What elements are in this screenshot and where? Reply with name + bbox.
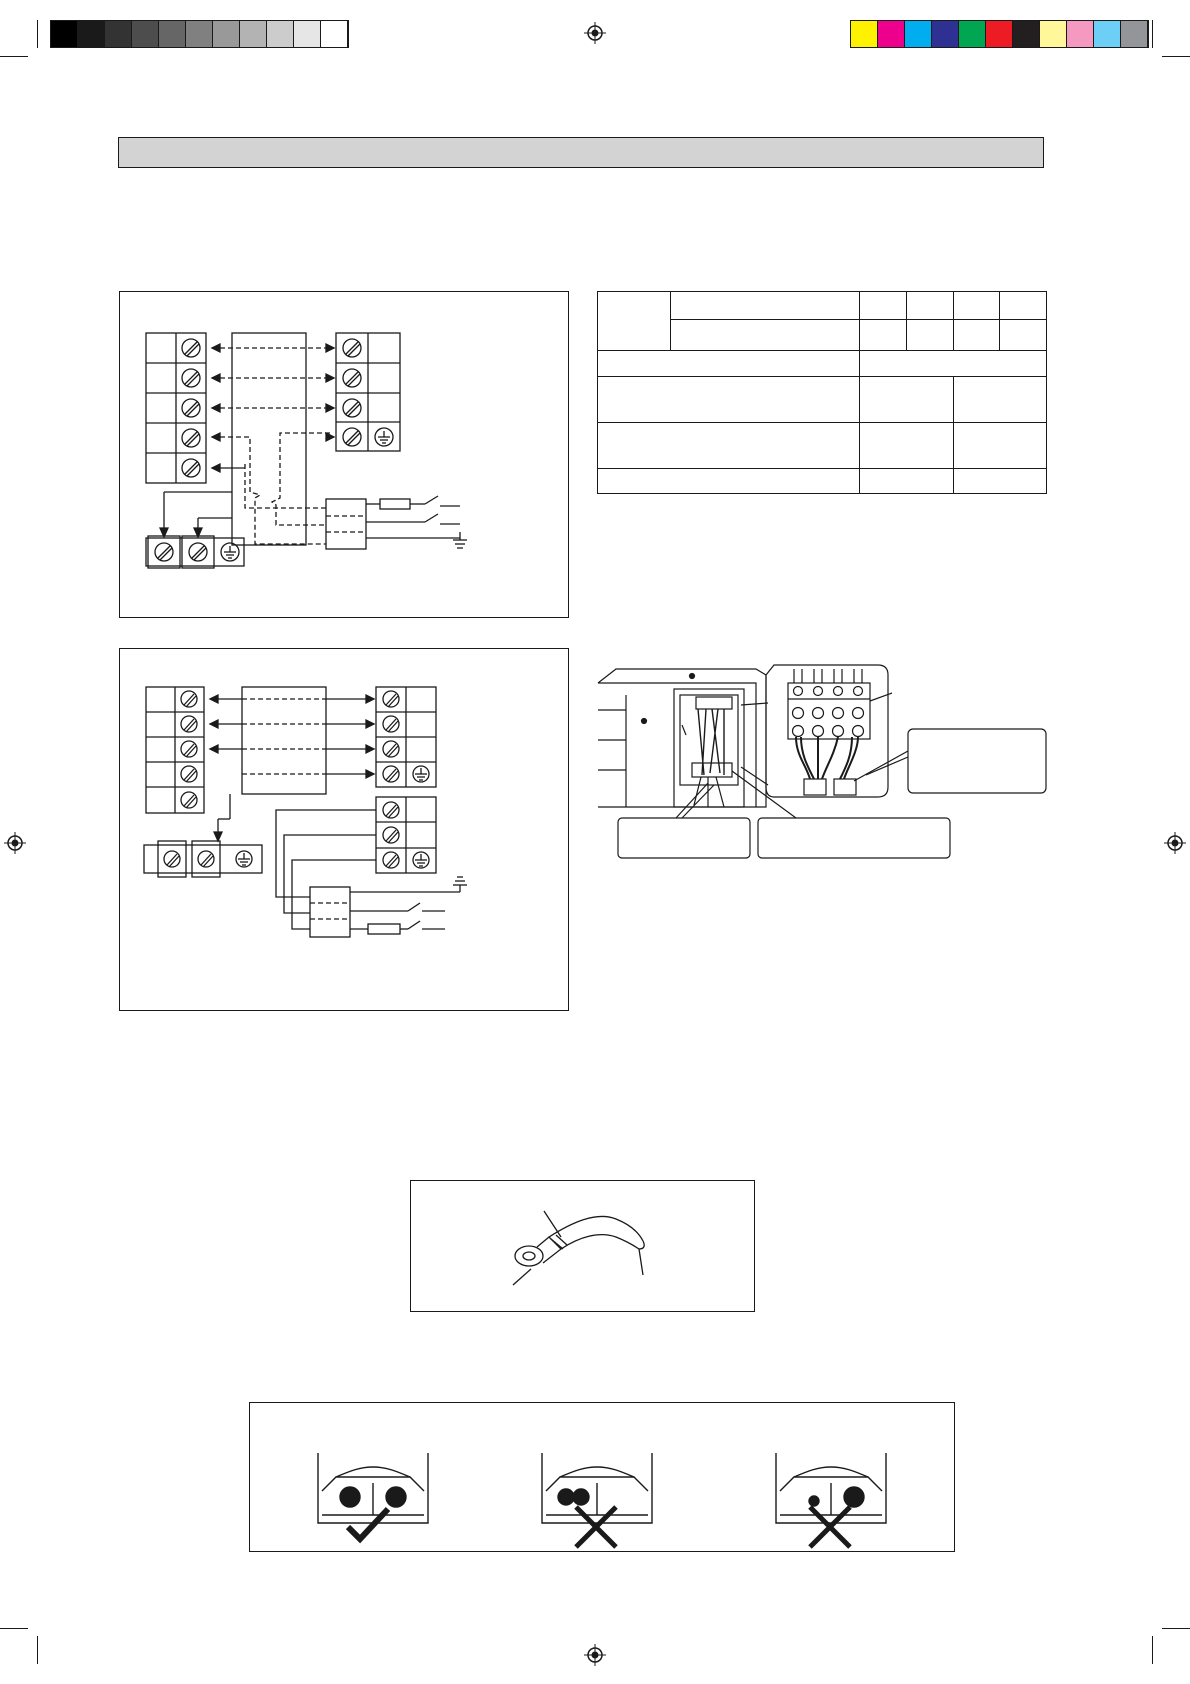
ground-screw-icon bbox=[375, 428, 393, 446]
table-cell bbox=[860, 422, 953, 468]
grayscale-calibration-bar bbox=[50, 20, 349, 48]
table-cell bbox=[598, 377, 860, 423]
calibration-swatch bbox=[105, 21, 132, 47]
registration-mark-right bbox=[1164, 832, 1186, 854]
calibration-swatch bbox=[932, 21, 959, 47]
screw-icon bbox=[182, 339, 200, 357]
table-cell bbox=[907, 320, 954, 350]
calibration-swatch bbox=[240, 21, 267, 47]
incorrect-connection bbox=[776, 1453, 886, 1523]
screw-icon bbox=[343, 369, 361, 387]
crop-mark bbox=[1152, 1636, 1153, 1664]
calibration-swatch bbox=[851, 21, 878, 47]
calibration-swatch bbox=[1067, 21, 1094, 47]
calibration-swatch bbox=[159, 21, 186, 47]
table-cell bbox=[598, 468, 860, 493]
calibration-swatch bbox=[878, 21, 905, 47]
screw-icon bbox=[383, 741, 399, 757]
screw-icon bbox=[189, 543, 207, 561]
crop-mark bbox=[0, 1628, 28, 1629]
crop-mark bbox=[37, 1636, 38, 1664]
color-calibration-bar bbox=[850, 20, 1149, 48]
calibration-swatch bbox=[213, 21, 240, 47]
crop-mark bbox=[0, 56, 28, 57]
screw-icon bbox=[182, 429, 200, 447]
cross-mark-icon bbox=[576, 1507, 616, 1547]
screw-icon bbox=[182, 459, 200, 477]
screw-icon bbox=[383, 716, 399, 732]
screw-icon bbox=[181, 691, 197, 707]
calibration-swatch bbox=[78, 21, 105, 47]
calibration-swatch bbox=[267, 21, 294, 47]
screw-icon bbox=[343, 428, 361, 446]
ground-screw-icon bbox=[413, 766, 429, 782]
wiring-diagram-panel-1 bbox=[119, 291, 569, 618]
table-cell bbox=[907, 292, 954, 320]
calibration-swatch bbox=[186, 21, 213, 47]
screw-icon bbox=[182, 369, 200, 387]
calibration-swatch bbox=[959, 21, 986, 47]
calibration-swatch bbox=[132, 21, 159, 47]
table-cell bbox=[860, 350, 1047, 376]
calibration-swatch bbox=[1094, 21, 1121, 47]
calibration-swatch bbox=[1121, 21, 1148, 47]
spec-table bbox=[597, 291, 1047, 494]
table-cell bbox=[860, 377, 953, 423]
calibration-swatch bbox=[321, 21, 348, 47]
calibration-swatch bbox=[986, 21, 1013, 47]
calibration-swatch bbox=[1040, 21, 1067, 47]
table-cell bbox=[860, 320, 907, 350]
calibration-swatch bbox=[905, 21, 932, 47]
cross-mark-icon bbox=[810, 1507, 850, 1547]
calibration-swatch bbox=[294, 21, 321, 47]
ground-screw-icon bbox=[413, 852, 429, 868]
table-cell bbox=[670, 320, 860, 350]
ground-screw-icon bbox=[221, 543, 239, 561]
registration-mark-bottom bbox=[584, 1644, 606, 1666]
wiring-diagram-1 bbox=[120, 292, 568, 617]
screw-icon bbox=[181, 741, 197, 757]
table-cell bbox=[860, 468, 953, 493]
registration-mark-top bbox=[584, 22, 606, 44]
screw-icon bbox=[181, 716, 197, 732]
table-cell bbox=[670, 292, 860, 320]
crop-mark bbox=[1152, 20, 1153, 48]
wire-connection-comparison bbox=[250, 1403, 954, 1551]
ring-terminal-panel bbox=[410, 1180, 755, 1312]
incorrect-connection bbox=[542, 1453, 652, 1523]
screw-icon bbox=[383, 852, 399, 868]
table-cell bbox=[860, 292, 907, 320]
table-cell bbox=[598, 422, 860, 468]
ground-screw-icon bbox=[236, 851, 252, 867]
outdoor-unit-illustration bbox=[596, 655, 1048, 860]
screw-icon bbox=[155, 543, 173, 561]
screw-icon bbox=[383, 691, 399, 707]
table-cell bbox=[1000, 320, 1047, 350]
check-mark-icon bbox=[348, 1509, 388, 1539]
wiring-diagram-panel-2 bbox=[119, 648, 569, 1011]
screw-icon bbox=[383, 766, 399, 782]
registration-mark-left bbox=[4, 832, 26, 854]
crop-mark bbox=[1162, 1628, 1190, 1629]
table-cell bbox=[953, 292, 1000, 320]
calibration-swatch bbox=[1013, 21, 1040, 47]
table-cell bbox=[598, 292, 671, 351]
table-cell bbox=[598, 350, 860, 376]
wiring-diagram-2 bbox=[120, 649, 568, 1010]
screw-icon bbox=[198, 851, 214, 867]
crop-mark bbox=[1162, 56, 1190, 57]
correct-connection bbox=[318, 1453, 428, 1523]
screw-icon bbox=[181, 766, 197, 782]
calibration-swatch bbox=[51, 21, 78, 47]
table-cell bbox=[1000, 292, 1047, 320]
table-cell bbox=[953, 320, 1000, 350]
screw-icon bbox=[343, 399, 361, 417]
wire-connection-comparison-panel bbox=[249, 1402, 955, 1552]
screw-icon bbox=[181, 792, 197, 808]
screw-icon bbox=[383, 827, 399, 843]
table-cell bbox=[953, 468, 1046, 493]
screw-icon bbox=[164, 851, 180, 867]
table-cell bbox=[953, 422, 1046, 468]
crop-mark bbox=[37, 20, 38, 48]
screw-icon bbox=[343, 339, 361, 357]
screw-icon bbox=[383, 802, 399, 818]
section-header-band bbox=[118, 137, 1044, 168]
screw-icon bbox=[182, 399, 200, 417]
ring-terminal-illustration bbox=[411, 1181, 754, 1311]
table-cell bbox=[953, 377, 1046, 423]
